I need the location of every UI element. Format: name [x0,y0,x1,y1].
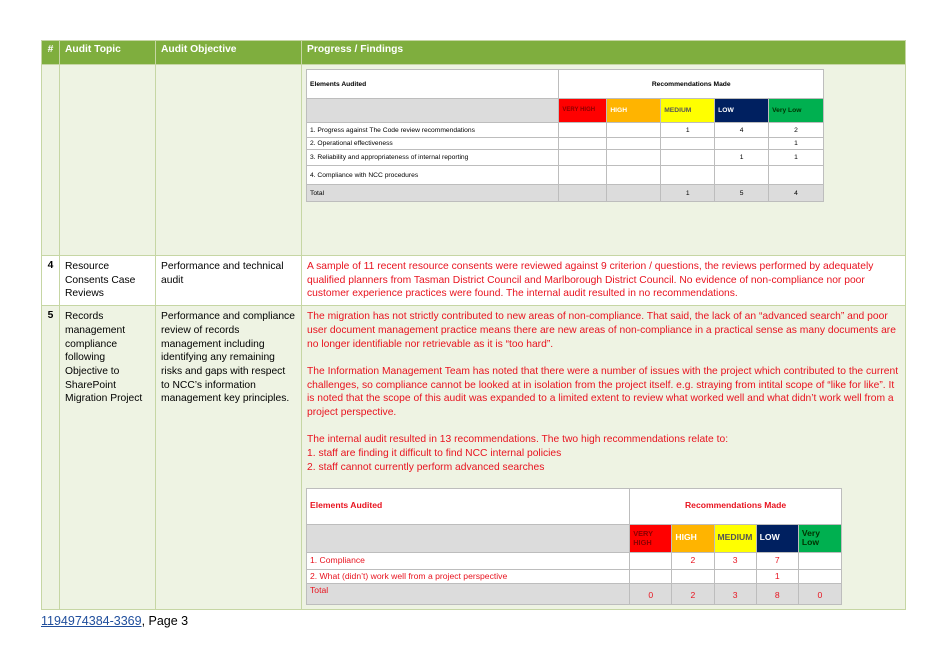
level-very-low: Very Low [769,99,824,123]
table-row: 3. Reliability and appropriateness of internal reporting 1 1 [307,150,824,166]
element-label: 4. Compliance with NCC procedures [307,166,559,185]
header-row [42,41,906,65]
level-medium: MEDIUM [714,524,756,552]
table-row [42,306,906,610]
element-label: 3. Reliability and appropriateness of internal reporting [307,150,559,166]
recommendations-made-header: Recommendations Made [559,70,824,99]
level-very-high: VERY HIGH [630,524,672,552]
table-row: 2. What (didn’t) work well from a project perspective 1 [307,569,842,584]
elements-audited-header: Elements Audited [307,488,630,524]
recommendations-table-2 [306,488,842,606]
audit-objective: Performance and technical audit [156,256,302,306]
elements-audited-header: Elements Audited [307,70,559,99]
findings-cell [302,306,906,610]
total-row: Total 0 2 3 8 0 [307,584,842,605]
audit-topic: Resource Consents Case Reviews [60,256,156,306]
element-label: 1. Progress against The Code review recommendations [307,123,559,138]
recommendations-made-header: Recommendations Made [630,488,842,524]
audit-table [41,40,906,610]
element-label: 2. Operational effectiveness [307,138,559,150]
table-row: 1. Compliance 2 3 7 [307,552,842,569]
level-high: HIGH [672,524,714,552]
header-objective: Audit Objective [156,41,302,65]
audit-topic: Records management compliance following Objective to SharePoint Migration Project [60,306,156,610]
findings-paragraph: The migration has not strictly contributed to new areas of non-compliance. That said, the lack of an “advanced search” and poor user document management practice means there are new areas of non-compliance in a practical sense as many documents are no longer identifiable nor retrievable as it is “too hard”. [307,311,896,350]
page-footer [41,614,188,628]
element-label: 1. Compliance [307,552,630,569]
element-label: 2. What (didn’t) work well from a project perspective [307,569,630,584]
level-low: LOW [715,99,769,123]
findings-text: A sample of 11 recent resource consents were reviewed against 9 criterion / questions, the reviews performed by adequately qualified planners from Tasman District Council and Marlborough District Council. No evidence of non-compliance nor poor customer experience practices were found. The internal audit resulted in no recommendations. [302,256,906,306]
page-number: , Page 3 [141,614,189,628]
total-label: Total [307,584,630,605]
findings-paragraph: The Information Management Team has noted that there were a number of issues with the project which contributed to the current challenges, so compliance cannot be looked at in isolation from the project itself. e.g. straying from intital scope of “like for like”. It is noted that the scope of this audit was expanded to a limited extent to review what worked well and what didn’t work well from a project perspective. [307,365,899,419]
level-very-low: Very Low [798,524,841,552]
table-row [42,256,906,306]
table-row [42,65,906,256]
table-row: 1. Progress against The Code review recommendations 1 4 2 [307,123,824,138]
table-row: 2. Operational effectiveness 1 [307,138,824,150]
level-very-high: VERY HIGH [559,99,607,123]
header-progress: Progress / Findings [302,41,906,65]
total-row: Total 1 5 4 [307,185,824,202]
recommendations-table-1 [306,69,824,202]
findings-paragraph: The internal audit resulted in 13 recommendations. The two high recommendations relate to: 1. staff are finding it difficult to find NCC internal policies 2. staff cannot currently perform advanced searches [307,434,729,473]
level-low: LOW [756,524,798,552]
row-number: 5 [42,306,60,610]
document-id-link[interactable]: 1194974384-3369 [41,614,142,628]
level-high: HIGH [607,99,661,123]
header-num: # [42,41,60,65]
total-label: Total [307,185,559,202]
table-row [307,166,824,185]
level-medium: MEDIUM [661,99,715,123]
audit-objective: Performance and compliance review of records management including identifying any remaining risks and gaps with respect to NCC’s information management key principles. [156,306,302,610]
row-number: 4 [42,256,60,306]
header-topic: Audit Topic [60,41,156,65]
